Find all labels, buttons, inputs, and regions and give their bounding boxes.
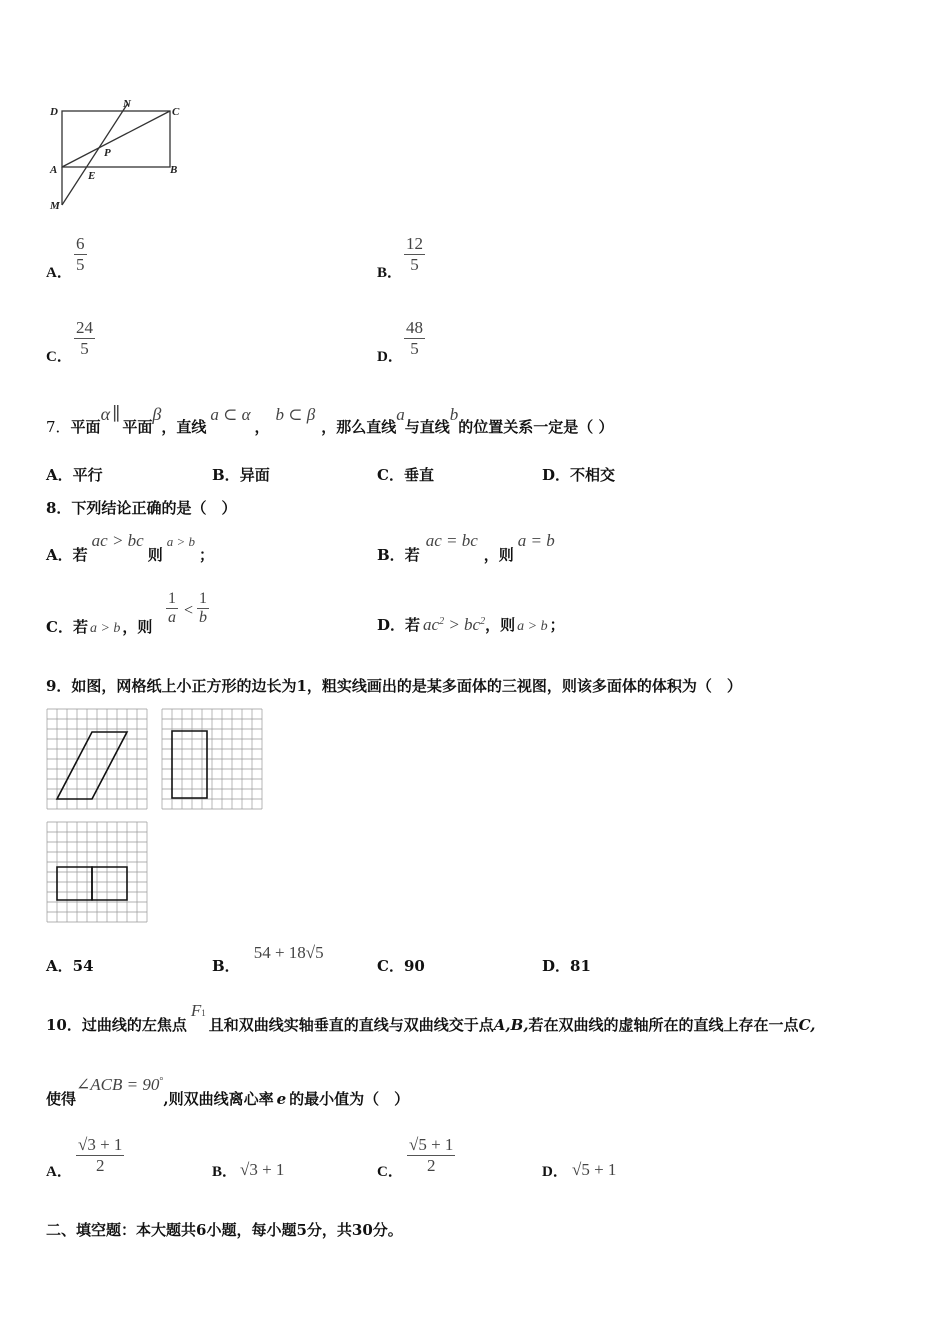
q7-option-a[interactable]: A．平行 (46, 466, 103, 484)
q6-option-c-fraction: $\frac{24}{5}$ (76, 318, 93, 358)
q8-option-b[interactable]: B．若ac = bc，则a = b (377, 531, 555, 564)
front-view-grid (46, 708, 148, 810)
q10-option-c-letter[interactable]: C． (377, 1164, 403, 1180)
q10-option-b-value: √3 + 1 (240, 1160, 285, 1179)
side-view-grid (161, 708, 263, 810)
q9-option-d[interactable]: D．81 (542, 957, 591, 975)
q10-option-d-letter[interactable]: D． (542, 1164, 568, 1180)
q9-option-a[interactable]: A．54 (46, 957, 94, 975)
q10-option-a-fraction: $\frac{√3 + 1}{2}$ (78, 1135, 123, 1175)
q10-option-d-value: √5 + 1 (572, 1160, 617, 1179)
label-e: E (88, 170, 96, 182)
q8-c-less-than: < (184, 602, 194, 619)
q7-stem: 7．平面α ∥平面β，直线a ⊂ α，b ⊂ β，那么直线a与直线b的位置关系一定是（ ） (46, 404, 614, 436)
q6-option-d-fraction: $\frac{48}{5}$ (406, 318, 423, 358)
q6-option-b-letter[interactable]: B． (377, 265, 403, 281)
q9-option-c[interactable]: C．90 (377, 957, 425, 975)
q8-option-d[interactable]: D．若 $ac^2 > bc^2$，则 a > b ； (377, 615, 565, 634)
q10-option-b-letter[interactable]: B． (212, 1164, 238, 1180)
label-b: B (170, 164, 178, 176)
label-m: M (50, 200, 60, 212)
top-view-grid (46, 821, 148, 923)
label-n: N (123, 98, 131, 110)
q6-option-b-fraction: $\frac{12}{5}$ (406, 234, 423, 274)
q7-option-b[interactable]: B．异面 (212, 466, 270, 484)
q8-stem: 8．下列结论正确的是（ ） (46, 499, 237, 517)
q6-option-a-fraction: $\frac{6}{5}$ (76, 234, 85, 274)
q7-option-d[interactable]: D．不相交 (542, 466, 616, 484)
q6-option-c-letter[interactable]: C． (46, 349, 72, 365)
q10-option-a-letter[interactable]: A． (46, 1164, 72, 1180)
q8-c-fraction-2: $\frac{1}{b}$ (199, 590, 207, 626)
q7-option-c[interactable]: C．垂直 (377, 466, 434, 484)
q6-option-a-letter[interactable]: A． (46, 265, 72, 281)
label-p: P (104, 147, 111, 159)
q8-option-a[interactable]: A．若ac > bc则a > b； (46, 531, 215, 564)
q8-option-c[interactable]: C．若 a > b ，则 (46, 618, 153, 636)
q9-option-b[interactable]: B．54 + 18√5 (212, 943, 324, 975)
rectangle-figure (40, 95, 200, 215)
label-a: A (50, 164, 58, 176)
q10-stem-line1: 10．过曲线的左焦点F1且和双曲线实轴垂直的直线与双曲线交于点A,B,若在双曲线的虚轴所在的直线上存在一点C, (46, 1001, 816, 1034)
q7-number: 7． (46, 418, 71, 436)
q8-c-fraction-1: $\frac{1}{a}$ (168, 590, 176, 626)
label-c: C (172, 106, 180, 118)
q9-stem: 9．如图，网格纸上小正方形的边长为1，粗实线画出的是某多面体的三视图，则该多面体的体积为（ ） (46, 677, 742, 695)
q10-option-c-fraction: $\frac{√5 + 1}{2}$ (409, 1135, 454, 1175)
q6-option-d-letter[interactable]: D． (377, 349, 403, 365)
label-d: D (50, 106, 58, 118)
q10-stem-line2: 使得∠ACB = 90°,则双曲线离心率 e 的最小值为（ ） (46, 1075, 410, 1108)
section-2-heading: 二、填空题：本大题共6小题，每小题5分，共30分。 (46, 1221, 403, 1239)
